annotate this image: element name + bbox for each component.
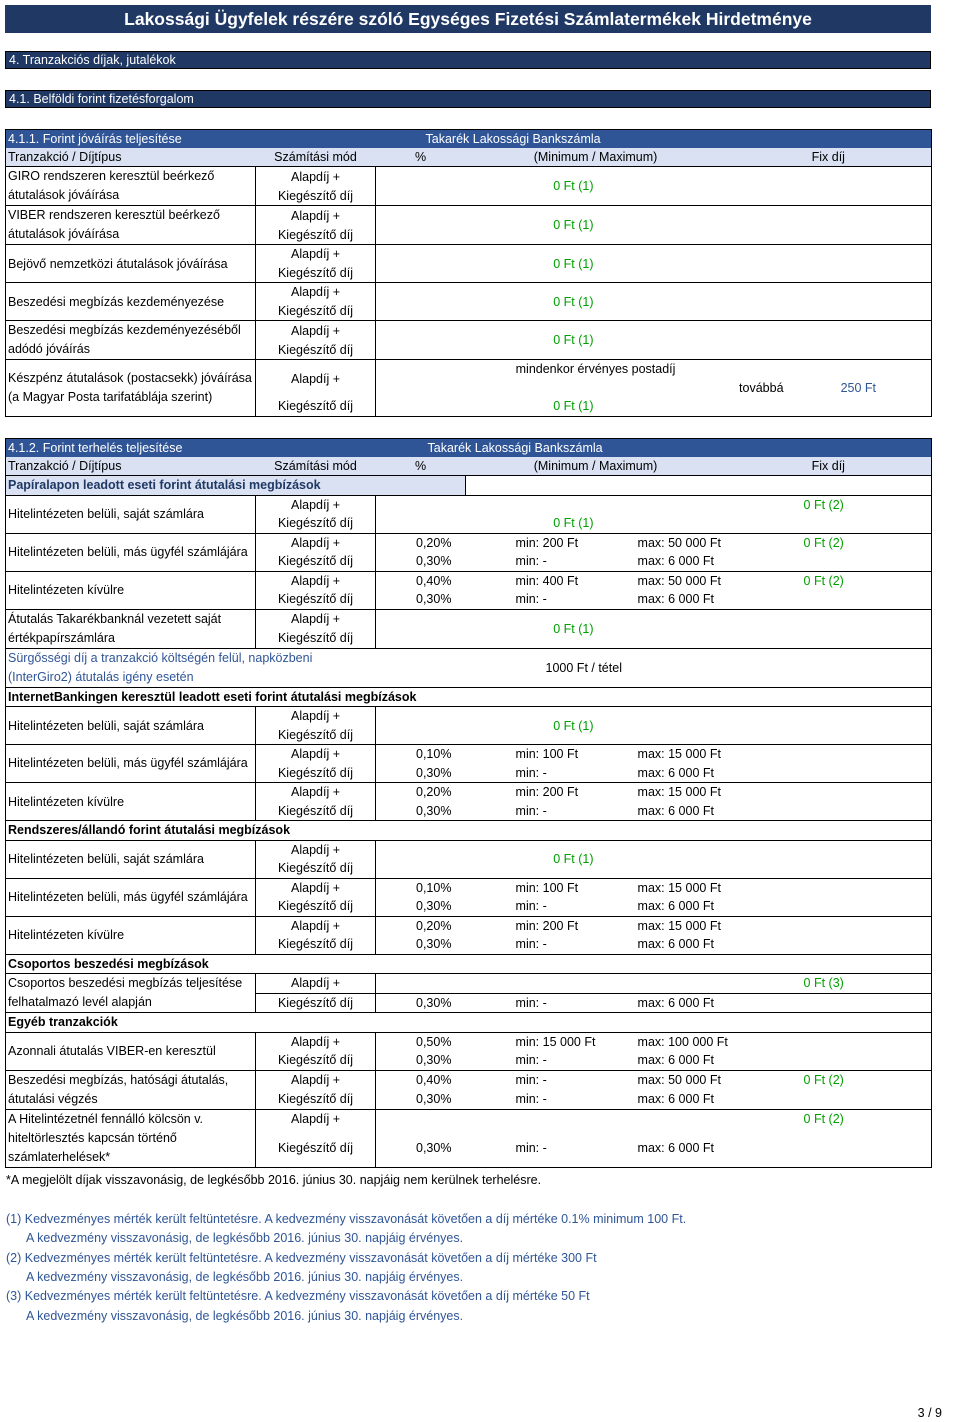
table-title: 4.1.2. Forint terhelés teljesítése	[6, 439, 466, 458]
row-label: Hitelintézeten belüli, más ügyfél számlájára	[6, 745, 256, 783]
ib-other-row	[6, 745, 932, 783]
percent: 0,30%	[376, 1090, 466, 1110]
t1-row-international	[6, 245, 932, 283]
mode-base: Alapdíj +	[256, 840, 376, 859]
footnote-1-validity: A kedvezmény visszavonásig, de legkésőbb 2016. június 30. napjáig érvényes.	[26, 1231, 464, 1245]
percent: 0,30%	[376, 764, 466, 783]
fee-value: 0 Ft (1)	[376, 609, 596, 648]
subsection-title: Papíralapon leadott eseti forint átutalási megbízások	[6, 476, 466, 496]
paper-own-row	[6, 495, 932, 533]
min-value: min: 100 Ft	[515, 880, 579, 895]
min-value: min: 200 Ft	[515, 785, 579, 800]
mode-extra: Kiegészítő díj	[256, 590, 376, 609]
column-header-row	[6, 457, 932, 476]
col-transaction: Tranzakció / Díjtípus	[6, 457, 256, 476]
mode-extra: Kiegészítő díj	[256, 264, 376, 283]
percent: 0,30%	[376, 1051, 466, 1070]
mode-extra: Kiegészítő díj	[256, 897, 376, 916]
min-value: min: -	[466, 1090, 596, 1110]
percent: 0,40%	[416, 573, 452, 588]
row-label: A Hitelintézetnél fennálló kölcsön v. hiteltörlesztés kapcsán történő számlaterhelések*	[6, 1109, 256, 1167]
mode-extra: Kiegészítő díj	[256, 764, 376, 783]
t1-row-viber	[6, 206, 932, 245]
max-value: max: 100 000 Ft	[637, 1034, 728, 1049]
document-banner: Lakossági Ügyfelek részére szóló Egységes Fizetési Számlatermékek Hirdetménye	[5, 5, 931, 33]
min-value: min: -	[466, 590, 596, 609]
fix-fee: 0 Ft (2)	[786, 571, 932, 590]
t1-row-giro	[6, 167, 932, 206]
min-value: min: -	[466, 993, 596, 1013]
footnote-2: (2) Kedvezményes mérték került feltüntetésre. A kedvezmény visszavonását követően a díj mértéke 300 Ft	[6, 1251, 597, 1265]
min-value: min: 200 Ft	[515, 918, 579, 933]
row-label: Azonnali átutalás VIBER-en keresztül	[6, 1032, 256, 1070]
mode-extra: Kiegészítő díj	[256, 726, 376, 745]
row-label: Hitelintézeten belüli, saját számlára	[6, 707, 256, 745]
mode-extra: Kiegészítő díj	[256, 186, 376, 206]
mode-extra: Kiegészítő díj	[256, 514, 376, 533]
percent: 0,30%	[376, 552, 466, 571]
percent: 0,30%	[376, 1129, 466, 1167]
max-value: max: 6 000 Ft	[596, 590, 786, 609]
mode-base: Alapdíj +	[256, 360, 376, 398]
mode-base: Alapdíj +	[256, 707, 376, 726]
mode-base: Alapdíj +	[256, 495, 376, 514]
row-label: Hitelintézeten kívülre	[6, 916, 256, 954]
footnote-1: (1) Kedvezményes mérték került feltüntetésre. A kedvezmény visszavonását követően a díj mértéke 0.1% minimum 100 Ft.	[6, 1212, 687, 1226]
row-label: Hitelintézeten belüli, saját számlára	[6, 840, 256, 878]
fix-fee: 0 Ft (2)	[786, 533, 932, 552]
standing-other-row	[6, 878, 932, 916]
percent: 0,30%	[376, 935, 466, 954]
col-minmax: (Minimum / Maximum)	[466, 148, 726, 167]
mode-base: Alapdíj +	[256, 974, 376, 994]
mode-base: Alapdíj +	[256, 321, 376, 341]
postal-fee-note: mindenkor érvényes postadíj	[515, 362, 676, 377]
max-value: max: 15 000 Ft	[637, 785, 721, 800]
percent: 0,40%	[416, 1073, 452, 1087]
fee-value: 0 Ft (1)	[376, 514, 596, 533]
mode-base: Alapdíj +	[256, 783, 376, 802]
paper-outside-row	[6, 571, 932, 609]
mode-extra: Kiegészítő díj	[256, 1051, 376, 1070]
max-value: max: 6 000 Ft	[596, 1090, 786, 1110]
min-value: min: -	[466, 1051, 596, 1070]
footnote-3: (3) Kedvezményes mérték került feltüntetésre. A kedvezmény visszavonását követően a díj mértéke 50 Ft	[6, 1289, 590, 1303]
min-value: min: 15 000 Ft	[515, 1034, 596, 1049]
subsection-paper	[6, 476, 932, 496]
mode-extra: Kiegészítő díj	[256, 802, 376, 821]
min-value: min: -	[466, 897, 596, 916]
mode-extra: Kiegészítő díj	[256, 935, 376, 954]
min-value: min: -	[466, 935, 596, 954]
t1-row-postal	[6, 360, 932, 417]
percent: 0,10%	[416, 747, 452, 762]
percent: 0,30%	[376, 590, 466, 609]
postal-fix-fee: 250 Ft	[786, 379, 932, 398]
row-label: VIBER rendszeren keresztül beérkező átutalások jóváírása	[6, 206, 256, 245]
col-mode: Számítási mód	[256, 148, 376, 167]
max-value: max: 6 000 Ft	[596, 993, 786, 1013]
loan-row	[6, 1109, 932, 1167]
max-value: max: 50 000 Ft	[637, 573, 721, 588]
row-label: Beszedési megbízás kezdeményezéséből adódó jóváírás	[6, 321, 256, 360]
t1-row-collection-init	[6, 283, 932, 321]
min-value: min: 100 Ft	[515, 747, 579, 762]
mode-extra: Kiegészítő díj	[256, 302, 376, 321]
row-label: Csoportos beszedési megbízás teljesítése felhatalmazó levél alapján	[6, 974, 256, 1013]
account-type-label: Takarék Lakossági Bankszámla	[466, 130, 932, 149]
mode-extra: Kiegészítő díj	[256, 629, 376, 649]
mode-base: Alapdíj +	[256, 1109, 376, 1129]
postal-furthermore: továbbá	[739, 380, 784, 395]
min-value: min: -	[466, 764, 596, 783]
min-value: min: -	[466, 802, 596, 821]
mode-base: Alapdíj +	[256, 206, 376, 226]
row-label: Beszedési megbízás kezdeményezése	[6, 283, 256, 321]
subsection-standing	[6, 821, 932, 841]
standing-own-row	[6, 840, 932, 878]
page-number: 3 / 9	[917, 1406, 942, 1420]
percent: 0,20%	[416, 535, 452, 550]
footnote-2-validity: A kedvezmény visszavonásig, de legkésőbb 2016. június 30. napjáig érvényes.	[26, 1270, 464, 1284]
viber-row	[6, 1032, 932, 1070]
mode-extra: Kiegészítő díj	[256, 1129, 376, 1167]
subsection-group	[6, 954, 932, 974]
max-value: max: 15 000 Ft	[637, 747, 721, 762]
subsection-internetbanking	[6, 687, 932, 707]
col-fix: Fix díj	[726, 148, 932, 167]
max-value: max: 6 000 Ft	[596, 1129, 786, 1167]
mode-extra: Kiegészítő díj	[256, 859, 376, 878]
percent: 0,10%	[416, 880, 452, 895]
mode-base: Alapdíj +	[256, 745, 376, 764]
paper-other-row	[6, 533, 932, 571]
min-value: min: -	[466, 1129, 596, 1167]
subsection-title: Rendszeres/állandó forint átutalási megbízások	[6, 821, 466, 841]
percent: 0,30%	[376, 993, 466, 1013]
mode-extra: Kiegészítő díj	[256, 225, 376, 245]
section-heading-4: 4. Tranzakciós díjak, jutalékok	[5, 51, 931, 69]
col-percent: %	[376, 457, 466, 476]
col-fix: Fix díj	[726, 457, 932, 476]
fix-fee: 0 Ft (2)	[786, 1109, 932, 1129]
max-value: max: 50 000 Ft	[637, 1073, 721, 1087]
max-value: max: 15 000 Ft	[637, 880, 721, 895]
percent: 0,30%	[376, 802, 466, 821]
row-label: Hitelintézeten kívülre	[6, 783, 256, 821]
percent: 0,50%	[416, 1034, 452, 1049]
fix-fee: 0 Ft (2)	[786, 495, 932, 514]
subsection-other	[6, 1013, 932, 1033]
row-label: Bejövő nemzetközi átutalások jóváírása	[6, 245, 256, 283]
max-value: max: 6 000 Ft	[596, 935, 786, 954]
col-percent: %	[376, 148, 466, 167]
collection-row	[6, 1070, 932, 1109]
row-label: Hitelintézeten belüli, saját számlára	[6, 495, 256, 533]
max-value: max: 6 000 Ft	[596, 897, 786, 916]
fee-value: 0 Ft (1)	[376, 167, 596, 206]
mode-base: Alapdíj +	[256, 1070, 376, 1090]
max-value: max: 6 000 Ft	[596, 764, 786, 783]
mode-base: Alapdíj +	[256, 283, 376, 302]
row-label: GIRO rendszeren keresztül beérkező átutalások jóváírása	[6, 167, 256, 206]
row-label: Készpénz átutalások (postacsekk) jóváírása (a Magyar Posta tarifatáblája szerint)	[6, 360, 256, 417]
footnote-3-validity: A kedvezmény visszavonásig, de legkésőbb 2016. június 30. napjáig érvényes.	[26, 1309, 464, 1323]
mode-extra: Kiegészítő díj	[256, 993, 376, 1013]
percent: 0,20%	[416, 918, 452, 933]
fix-fee: 0 Ft (2)	[786, 1070, 932, 1090]
table-title: 4.1.1. Forint jóváírás teljesítése	[6, 130, 466, 149]
col-minmax: (Minimum / Maximum)	[466, 457, 726, 476]
max-value: max: 6 000 Ft	[596, 1051, 786, 1070]
percent: 0,20%	[416, 785, 452, 800]
paper-securities-row	[6, 609, 932, 648]
fee-value: 0 Ft (1)	[376, 321, 596, 360]
max-value: max: 6 000 Ft	[596, 552, 786, 571]
account-type-label: Takarék Lakossági Bankszámla	[466, 439, 932, 458]
max-value: max: 6 000 Ft	[596, 802, 786, 821]
fee-value: 0 Ft (1)	[376, 245, 596, 283]
mode-base: Alapdíj +	[256, 571, 376, 590]
mode-extra: Kiegészítő díj	[256, 1090, 376, 1110]
fee-value: 0 Ft (1)	[376, 206, 596, 245]
fix-fee: 0 Ft (3)	[786, 974, 932, 994]
urgent-fee-row	[6, 648, 932, 687]
mode-base: Alapdíj +	[256, 533, 376, 552]
mode-extra: Kiegészítő díj	[256, 340, 376, 360]
subsection-title: Egyéb tranzakciók	[6, 1013, 466, 1033]
section-heading-4-1: 4.1. Belföldi forint fizetésforgalom	[5, 90, 931, 108]
mode-base: Alapdíj +	[256, 1032, 376, 1051]
mode-extra: Kiegészítő díj	[256, 552, 376, 571]
percent: 0,30%	[376, 897, 466, 916]
row-label: Hitelintézeten belüli, más ügyfél számlájára	[6, 878, 256, 916]
debit-fee-table	[5, 438, 932, 1168]
urgent-fee-value: 1000 Ft / tétel	[466, 648, 726, 687]
column-header-row	[6, 148, 932, 167]
row-label: Sürgősségi díj a tranzakció költségén felül, napközbeni (InterGiro2) átutalás igény esetén	[6, 648, 376, 687]
mode-base: Alapdíj +	[256, 916, 376, 935]
fee-value: 0 Ft (1)	[376, 707, 596, 745]
fee-value: 0 Ft (1)	[376, 397, 596, 416]
mode-base: Alapdíj +	[256, 878, 376, 897]
fee-value: 0 Ft (1)	[376, 283, 596, 321]
subsection-title: Csoportos beszedési megbízások	[6, 954, 466, 974]
mode-extra: Kiegészítő díj	[256, 397, 376, 416]
mode-base: Alapdíj +	[256, 609, 376, 629]
row-label: Hitelintézeten kívülre	[6, 571, 256, 609]
group-exec-row	[6, 974, 932, 1013]
row-label: Hitelintézeten belüli, más ügyfél számlájára	[6, 533, 256, 571]
table-title-row	[6, 439, 932, 458]
credit-fee-table	[5, 129, 932, 417]
min-value: min: 400 Ft	[515, 573, 579, 588]
col-mode: Számítási mód	[256, 457, 376, 476]
mode-base: Alapdíj +	[256, 167, 376, 187]
ib-own-row	[6, 707, 932, 745]
min-value: min: 200 Ft	[515, 535, 579, 550]
star-footnote: *A megjelölt díjak visszavonásig, de legkésőbb 2016. június 30. napjáig nem kerülnek terhelésre.	[6, 1173, 542, 1187]
t1-row-collection-credit	[6, 321, 932, 360]
col-transaction: Tranzakció / Díjtípus	[6, 148, 256, 167]
ib-outside-row	[6, 783, 932, 821]
min-value: min: -	[466, 552, 596, 571]
mode-base: Alapdíj +	[256, 245, 376, 264]
max-value: max: 50 000 Ft	[637, 535, 721, 550]
row-label: Beszedési megbízás, hatósági átutalás, átutalási végzés	[6, 1070, 256, 1109]
subsection-title: InternetBankingen keresztül leadott eseti forint átutalási megbízások	[6, 687, 466, 707]
min-value: min: -	[515, 1073, 547, 1087]
fee-value: 0 Ft (1)	[376, 840, 596, 878]
row-label: Átutalás Takarékbanknál vezetett saját értékpapírszámlára	[6, 609, 256, 648]
standing-outside-row	[6, 916, 932, 954]
table-title-row	[6, 130, 932, 149]
max-value: max: 15 000 Ft	[637, 918, 721, 933]
